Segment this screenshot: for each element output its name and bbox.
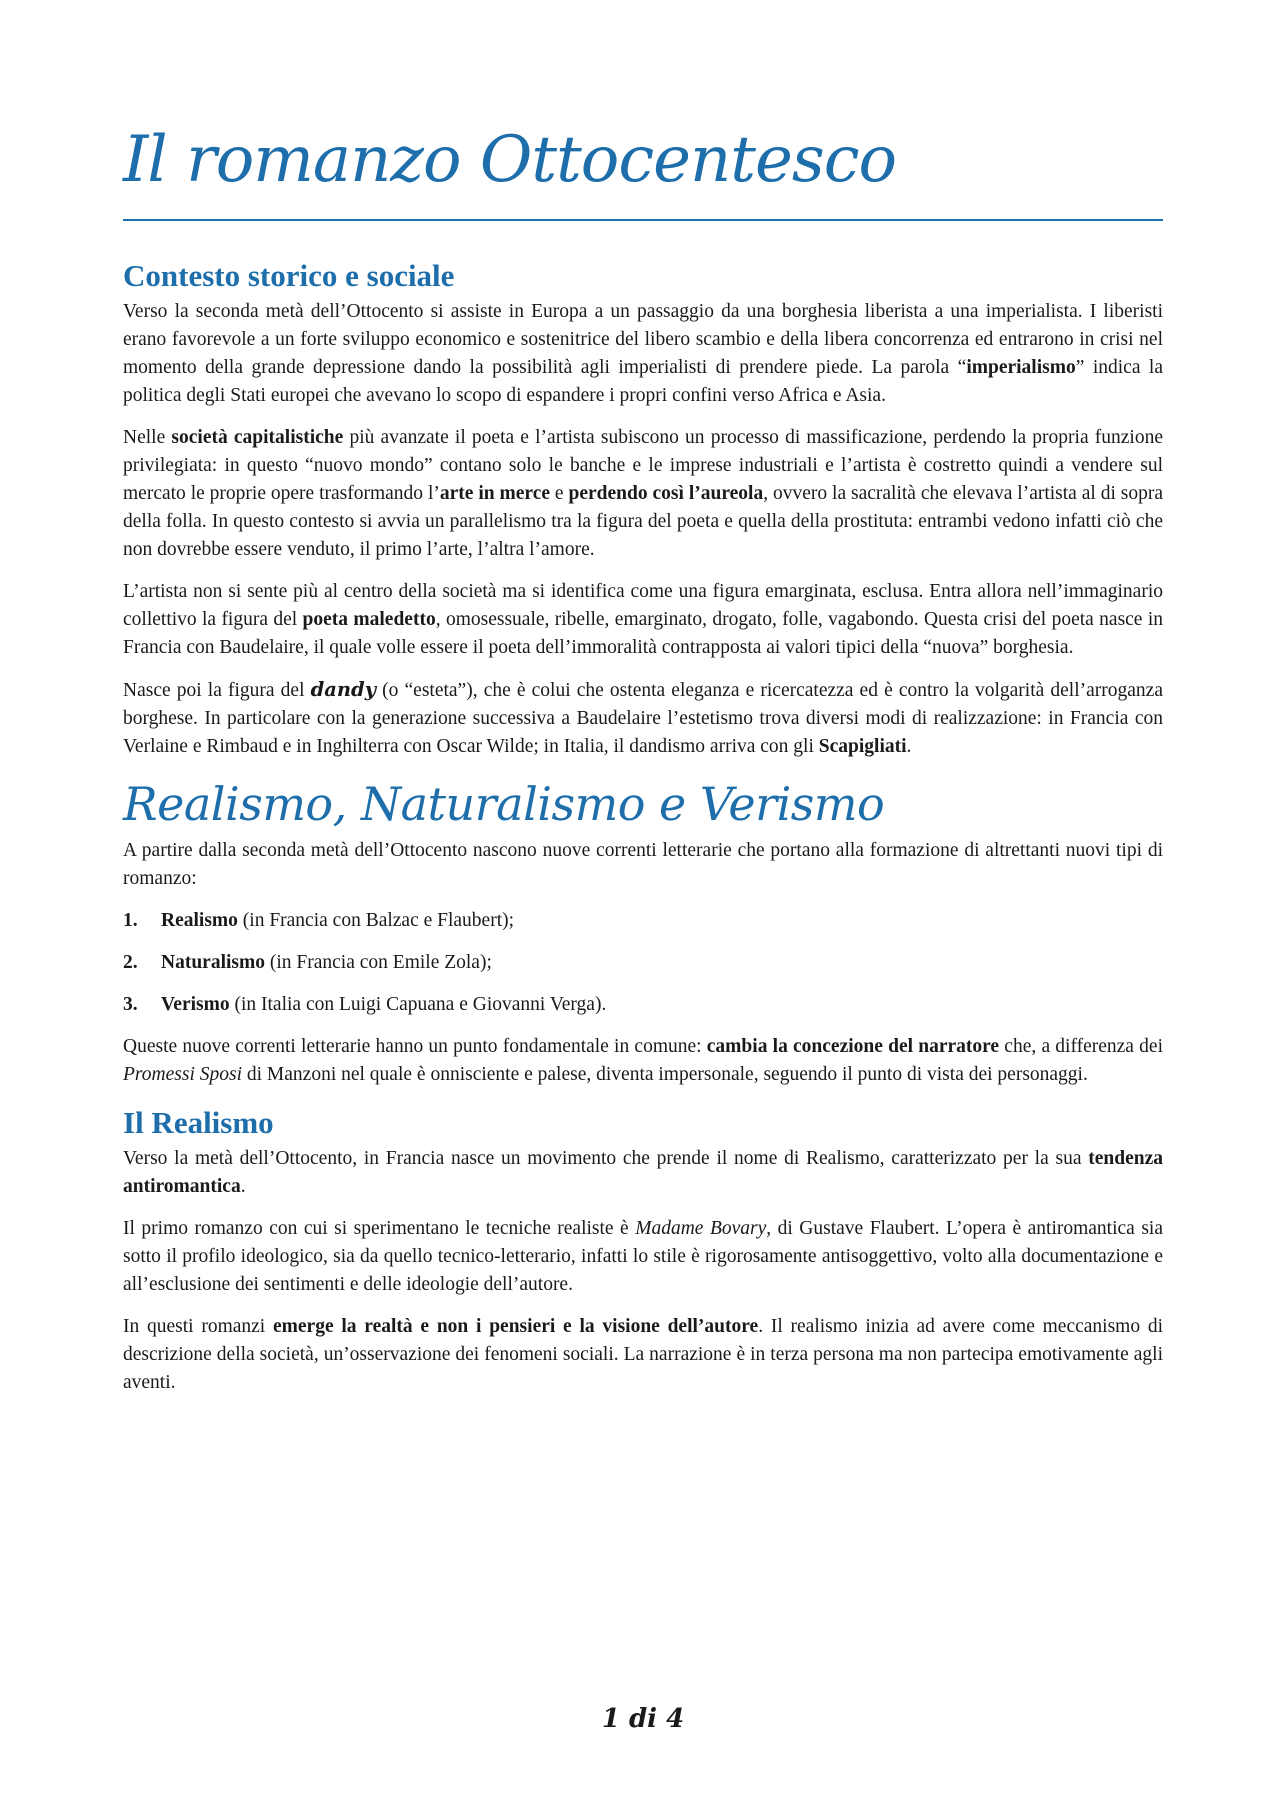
paragraph-contesto-4: Nasce poi la figura del dandy (o “esteta”), che è colui che ostenta eleganza e ricercatezza ed è contro la volgarità dell’arroganza borghese. In particolare con la generazione successiva a Baudelaire l’estetismo trova diversi modi di realizzazione: in Francia con Verlaine e Rimbaud e in Inghilterra con Oscar Wilde; in Italia, il dandismo arriva con gli Scapigliati. (123, 678, 1163, 757)
paragraph-realismo-1: Verso la metà dell’Ottocento, in Francia nasce un movimento che prende il nome di Realismo, caratterizzato per la sua tendenza antiromantica. (123, 1148, 1163, 1197)
section-heading-contesto: Contesto storico e sociale (123, 258, 455, 293)
list-item: 3. Verismo (in Italia con Luigi Capuana e Giovanni Verga). (123, 991, 1163, 1019)
document-title: Il romanzo Ottocentesco (123, 123, 897, 197)
bold-term: arte in merce (439, 483, 551, 504)
paragraph-contesto-3: L’artista non si sente più al centro della società ma si identifica come una figura emarginata, esclusa. Entra allora nell’immaginario collettivo la figura del poeta maledetto, omosessuale, ribelle, emarginato, drogato, folle, vagabondo. Questa crisi del poeta nasce in Francia con Baudelaire, il quale volle essere il poeta dell’immoralità contrapposta ai valori tipici della “nuova” borghesia. (123, 581, 1163, 658)
bold-term: emerge la realtà e non i pensieri e la visione dell’autore (273, 1316, 759, 1337)
decorative-term: dandy (310, 678, 377, 701)
paragraph-contesto-1: Verso la seconda metà dell’Ottocento si assiste in Europa a un passaggio da una borghesia liberista a una imperialista. I liberisti erano favorevole a un forte sviluppo economico e sostenitrice del libero scambio e della libera concorrenza ed entrarono in crisi nel momento della grande depressione dando la possibilità agli imperialisti di prendere piede. La parola “imperialismo” indica la politica degli Stati europei che avevano lo scopo di espandere i propri confini verso Africa e Asia. (123, 301, 1163, 406)
document-page (123, 0, 1163, 1811)
document-body (123, 256, 1163, 1411)
list-number: 3. (123, 994, 138, 1015)
bold-term: imperialismo (966, 357, 1076, 378)
list-number: 1. (123, 910, 138, 931)
title-divider (123, 219, 1163, 221)
paragraph-realismo-2: Il primo romanzo con cui si sperimentano le tecniche realiste è Madame Bovary, di Gustave Flaubert. L’opera è antiromantica sia sotto il profilo ideologico, sia da quello tecnico-letterario, infatti lo stile è rigorosamente antisoggettivo, volto alla documentazione e all’esclusione dei sentimenti e delle ideologie dell’autore. (123, 1218, 1163, 1295)
italic-title: Promessi Sposi (123, 1064, 242, 1085)
paragraph-intro-correnti: A partire dalla seconda metà dell’Ottocento nascono nuove correnti letterarie che portano alla formazione di altrettanti nuovi tipi di romanzo: (123, 840, 1163, 889)
list-item: 2. Naturalismo (in Francia con Emile Zola); (123, 949, 1163, 977)
italic-title: Madame Bovary (635, 1218, 767, 1239)
bold-term: società capitalistiche (171, 427, 344, 448)
paragraph-narratore: Queste nuove correnti letterarie hanno un punto fondamentale in comune: cambia la concezione del narratore che, a differenza dei Promessi Sposi di Manzoni nel quale è onnisciente e palese, diventa impersonale, seguendo il punto di vista dei personaggi. (123, 1036, 1163, 1085)
bold-term: Scapigliati (818, 736, 907, 757)
paragraph-contesto-2: Nelle società capitalistiche più avanzate il poeta e l’artista subiscono un processo di massificazione, perdendo la propria funzione privilegiata: in questo “nuovo mondo” contano solo le banche e le imprese industriali e l’artista è costretto quindi a vendere sul mercato le proprie opere trasformando l’arte in merce e perdendo così l’aureola, ovvero la sacralità che elevava l’artista al di sopra della folla. In questo contesto si avvia un parallelismo tra la figura del poeta e quella della prostituta: entrambi vedono infatti ciò che non dovrebbe essere venduto, il primo l’arte, l’altra l’amore. (123, 427, 1164, 560)
section-heading-realismo-naturalismo-verismo: Realismo, Naturalismo e Verismo (123, 777, 885, 831)
list-item: 1. Realismo (in Francia con Balzac e Flaubert); (123, 907, 1163, 935)
bold-term: perdendo così l’aureola (568, 483, 764, 504)
bold-term: tendenza antiromantica (123, 1148, 1163, 1197)
paragraph-realismo-3: In questi romanzi emerge la realtà e non i pensieri e la visione dell’autore. Il realismo inizia ad avere come meccanismo di descrizione della società, un’osservazione dei fenomeni sociali. La narrazione è in terza persona ma non partecipa emotivamente agli aventi. (123, 1316, 1164, 1393)
bold-term: poeta maledetto (302, 609, 436, 630)
page-number: 1 di 4 (601, 1704, 685, 1734)
section-heading-il-realismo: Il Realismo (123, 1105, 274, 1140)
bold-term: cambia la concezione del narratore (706, 1036, 1000, 1057)
correnti-list (123, 907, 1163, 1019)
list-number: 2. (123, 952, 138, 973)
